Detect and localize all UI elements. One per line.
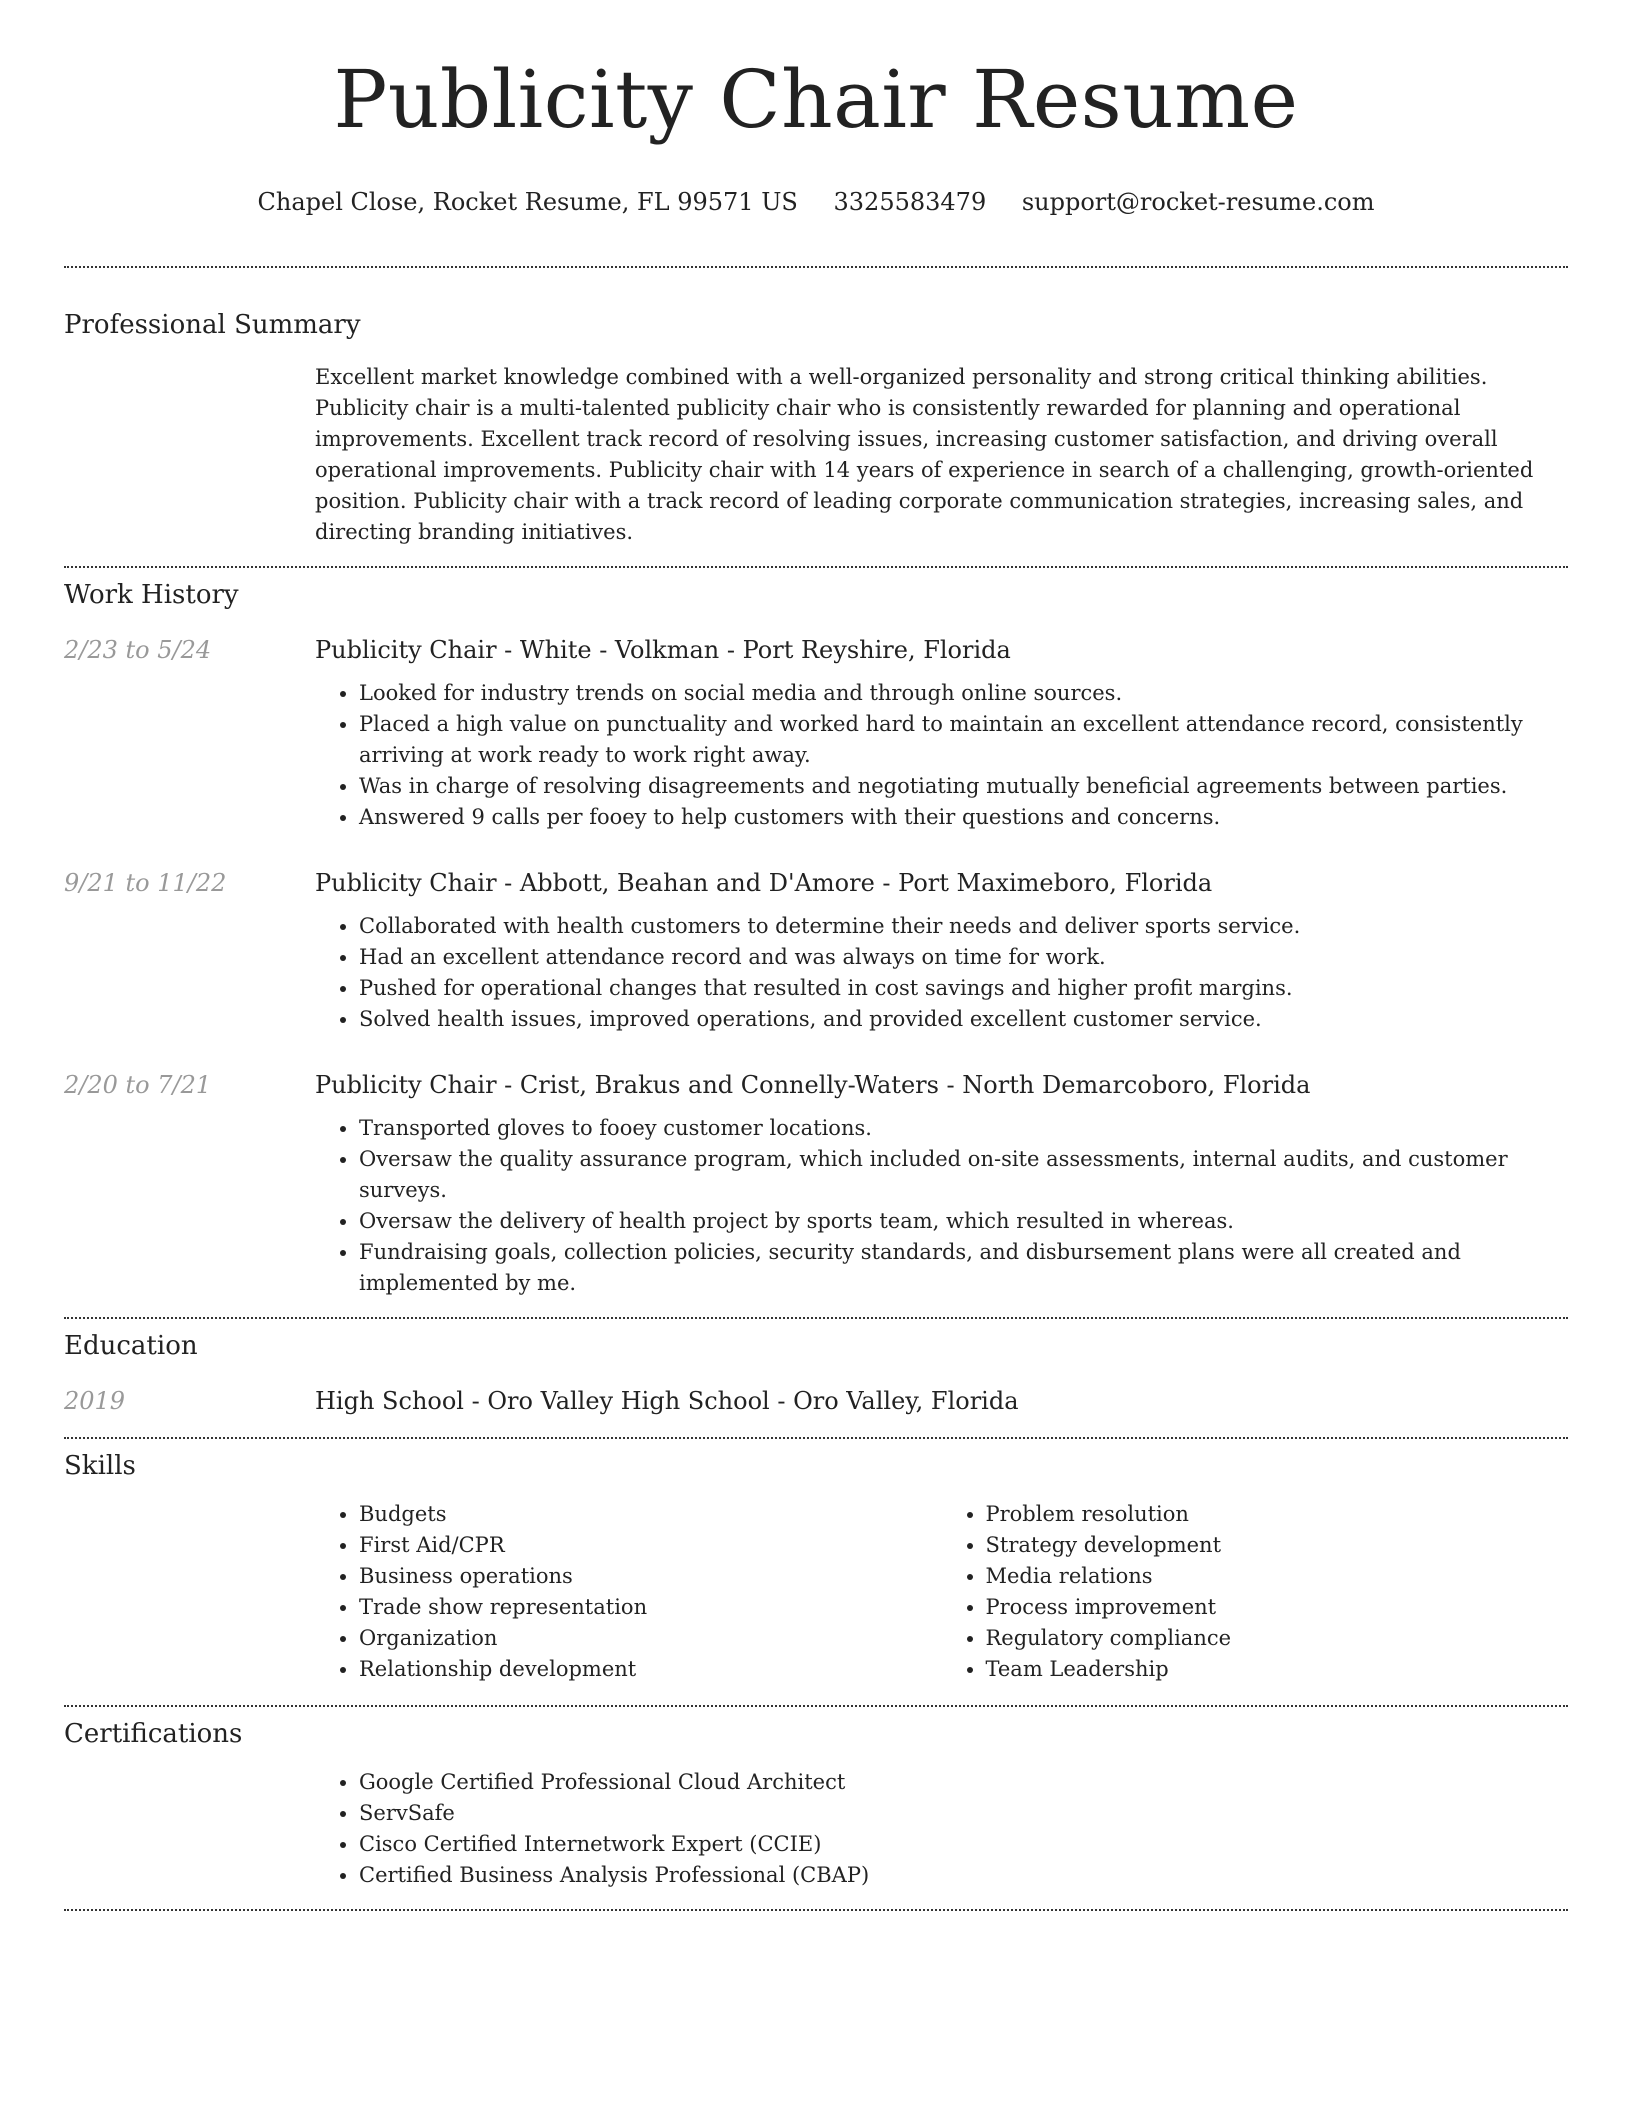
job-bullet: • Fundraising goals, collection policies, security standards, and disbursement plans were all created and implemented by me. [359,1237,1568,1299]
education-entry [64,1385,1568,1417]
job-bullets [315,1113,1568,1299]
summary-content [315,362,1568,548]
job-date: 2/23 to 5/24 [64,636,212,664]
job-bullet: • Answered 9 calls per fooey to help customers with their questions and concerns. [359,802,1568,833]
skills-heading: Skills [64,1451,136,1481]
section-divider [64,1909,1568,1911]
education-section [64,1319,1568,1417]
certifications-heading: Certifications [64,1719,243,1749]
skill-item: • Team Leadership [986,1654,1569,1685]
certification-item: • ServSafe [359,1798,1568,1829]
skill-item: • Process improvement [986,1592,1569,1623]
skills-section [64,1439,1568,1685]
certification-item: • Cisco Certified Internetwork Expert (CCIE) [359,1829,1568,1860]
job-title: Publicity Chair - Crist, Brakus and Connelly-Waters - North Demarcoboro, Florida [315,1071,1311,1099]
job-date: 9/21 to 11/22 [64,869,227,897]
certification-item: • Certified Business Analysis Professional (CBAP) [359,1860,1568,1891]
skill-item: • Relationship development [359,1654,942,1685]
skill-item: • Media relations [986,1561,1569,1592]
education-title: High School - Oro Valley High School - Oro Valley, Florida [315,1387,1019,1415]
job-bullet: • Was in charge of resolving disagreements and negotiating mutually beneficial agreements between parties. [359,771,1568,802]
resume-header [64,0,1568,218]
job-body [315,634,1568,833]
job-bullet: • Solved health issues, improved operations, and provided excellent customer service. [359,1004,1568,1035]
certification-item: • Google Certified Professional Cloud Architect [359,1767,1568,1798]
job-entry [64,1069,1568,1299]
job-body [315,1069,1568,1299]
skills-columns [315,1499,1568,1685]
job-bullet: • Looked for industry trends on social media and through online sources. [359,678,1568,709]
job-bullets [315,678,1568,833]
job-bullet: • Placed a high value on punctuality and worked hard to maintain an excellent attendance record, consistently arriving at work ready to work right away. [359,709,1568,771]
skill-item: • Strategy development [986,1530,1569,1561]
job-bullets [315,911,1568,1035]
skills-list-right [942,1499,1569,1685]
skill-item: • Budgets [359,1499,942,1530]
contact-email: support@rocket-resume.com [1021,188,1375,216]
contact-phone: 3325583479 [833,188,987,216]
certifications-section [64,1707,1568,1891]
work-history-heading: Work History [64,580,239,610]
summary-heading: Professional Summary [64,310,361,340]
skill-item: • Trade show representation [359,1592,942,1623]
job-title: Publicity Chair - Abbott, Beahan and D'Amore - Port Maximeboro, Florida [315,869,1213,897]
job-bullet: • Pushed for operational changes that resulted in cost savings and higher profit margins. [359,973,1568,1004]
skills-list-left [315,1499,942,1685]
work-history-section [64,568,1568,1299]
resume-title: Publicity Chair Resume [333,53,1299,146]
job-bullet: • Oversaw the delivery of health project by sports team, which resulted in whereas. [359,1206,1568,1237]
job-bullet: • Oversaw the quality assurance program, which included on-site assessments, internal audits, and customer surveys. [359,1144,1568,1206]
certifications-list [315,1767,1568,1891]
certifications-content [315,1767,1568,1891]
job-body [315,867,1568,1035]
skill-item: • Organization [359,1623,942,1654]
job-bullet: • Had an excellent attendance record and was always on time for work. [359,942,1568,973]
education-heading: Education [64,1331,198,1361]
skill-item: • Business operations [359,1561,942,1592]
skill-item: • Problem resolution [986,1499,1569,1530]
education-date: 2019 [64,1387,126,1415]
job-bullet: • Collaborated with health customers to determine their needs and deliver sports service. [359,911,1568,942]
education-body [315,1385,1568,1417]
contact-line [64,186,1568,218]
skill-item: • Regulatory compliance [986,1623,1569,1654]
job-entry [64,867,1568,1035]
summary-text: Excellent market knowledge combined with a well-organized personality and strong critical thinking abilities. Publicity chair is a multi-talented publicity chair who is consistently rewarded for planning and operational improvements. Excellent track record of resolving issues, increasing customer satisfaction, and driving overall operational improvements. Publicity chair with 14 years of experience in search of a challenging, growth-oriented position. Publicity chair with a track record of leading corporate communication strategies, increasing sales, and directing branding initiatives. [315,365,1534,544]
contact-address: Chapel Close, Rocket Resume, FL 99571 US [257,188,798,216]
job-entry [64,634,1568,833]
job-title: Publicity Chair - White - Volkman - Port Reyshire, Florida [315,636,1011,664]
skill-item: • First Aid/CPR [359,1530,942,1561]
summary-section [64,268,1568,548]
job-date: 2/20 to 7/21 [64,1071,212,1099]
job-bullet: • Transported gloves to fooey customer locations. [359,1113,1568,1144]
